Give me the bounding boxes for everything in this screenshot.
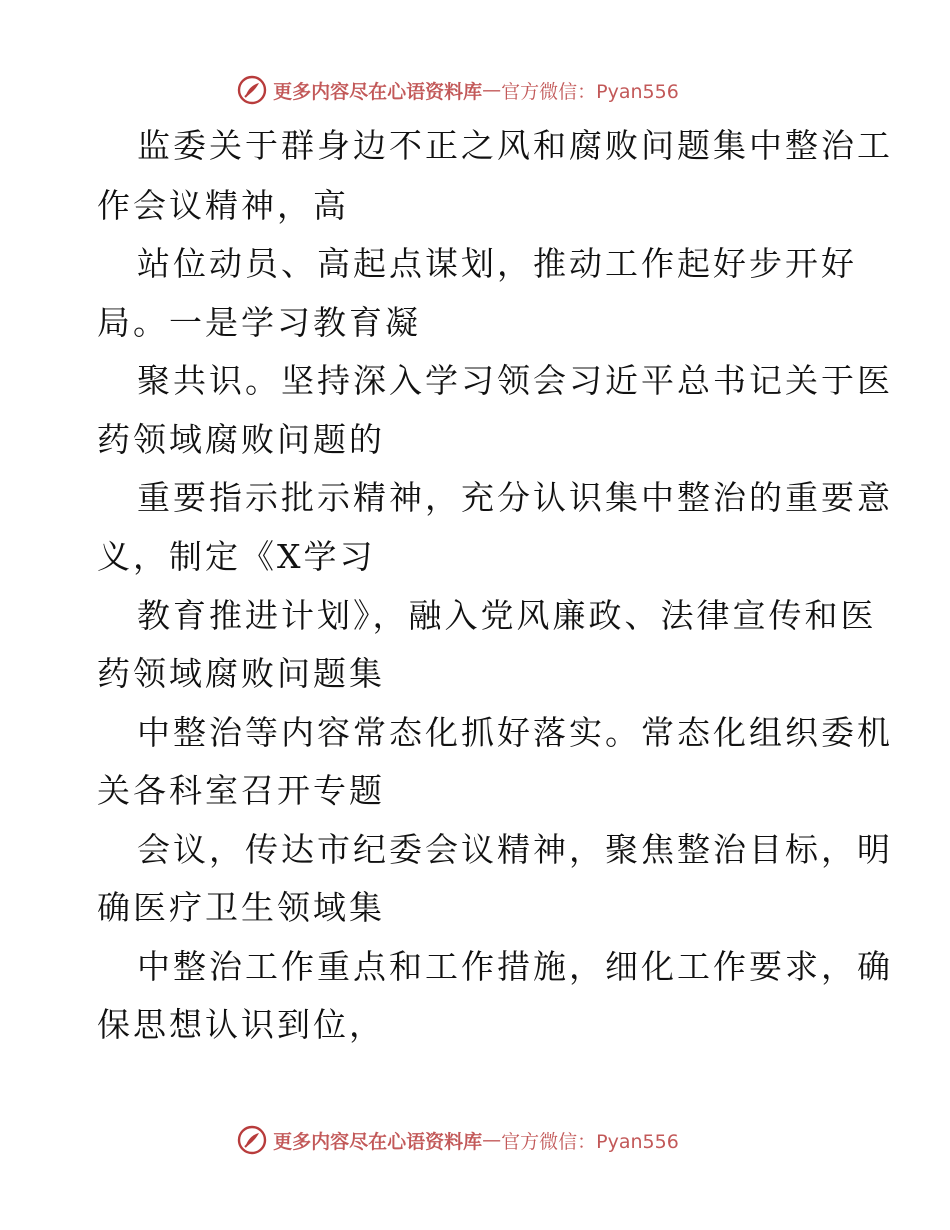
watermark-site-text: 更多内容尽在心语资料库 [273,80,483,103]
paragraph-line: 站位动员、高起点谋划，推动工作起好步开好 [137,244,857,283]
paragraph-line: 聚共识。坚持深入学习领会习近平总书记关于医 [137,361,893,400]
watermark-contact: 官方微信：Pyan556 [501,1130,679,1153]
watermark-separator: — [482,79,502,101]
paragraph-line: 药领域腐败问题的 [97,420,385,459]
watermark-separator: — [482,1129,502,1151]
paragraph-line: 教育推进计划》，融入党风廉政、法律宣传和医 [137,596,877,635]
paragraph-line: 义，制定《X学习 [97,537,376,576]
footer-watermark [0,1120,950,1160]
paragraph-line: 药领域腐败问题集 [97,654,385,693]
paragraph-line: 保思想认识到位， [97,1005,385,1044]
paragraph-line: 重要指示批示精神，充分认识集中整治的重要意 [137,478,893,517]
paragraph-line: 作会议精神，高 [97,186,349,225]
brand-logo-icon [237,1125,267,1155]
paragraph-line: 监委关于群身边不正之风和腐败问题集中整治工 [137,126,893,165]
paragraph-line: 确医疗卫生领域集 [97,888,385,927]
paragraph-line: 关各科室召开专题 [97,771,385,810]
paragraph-line: 局。一是学习教育凝 [97,303,421,342]
paragraph-line: 会议，传达市纪委会议精神，聚焦整治目标，明 [137,830,893,869]
paragraph-line: 中整治工作重点和工作措施，细化工作要求，确 [137,947,893,986]
watermark-contact: 官方微信：Pyan556 [501,80,679,103]
brand-logo-icon [237,75,267,105]
paragraph-line: 中整治等内容常态化抓好落实。常态化组织委机 [137,713,893,752]
watermark-site-text: 更多内容尽在心语资料库 [273,1130,483,1153]
header-watermark [0,70,950,110]
